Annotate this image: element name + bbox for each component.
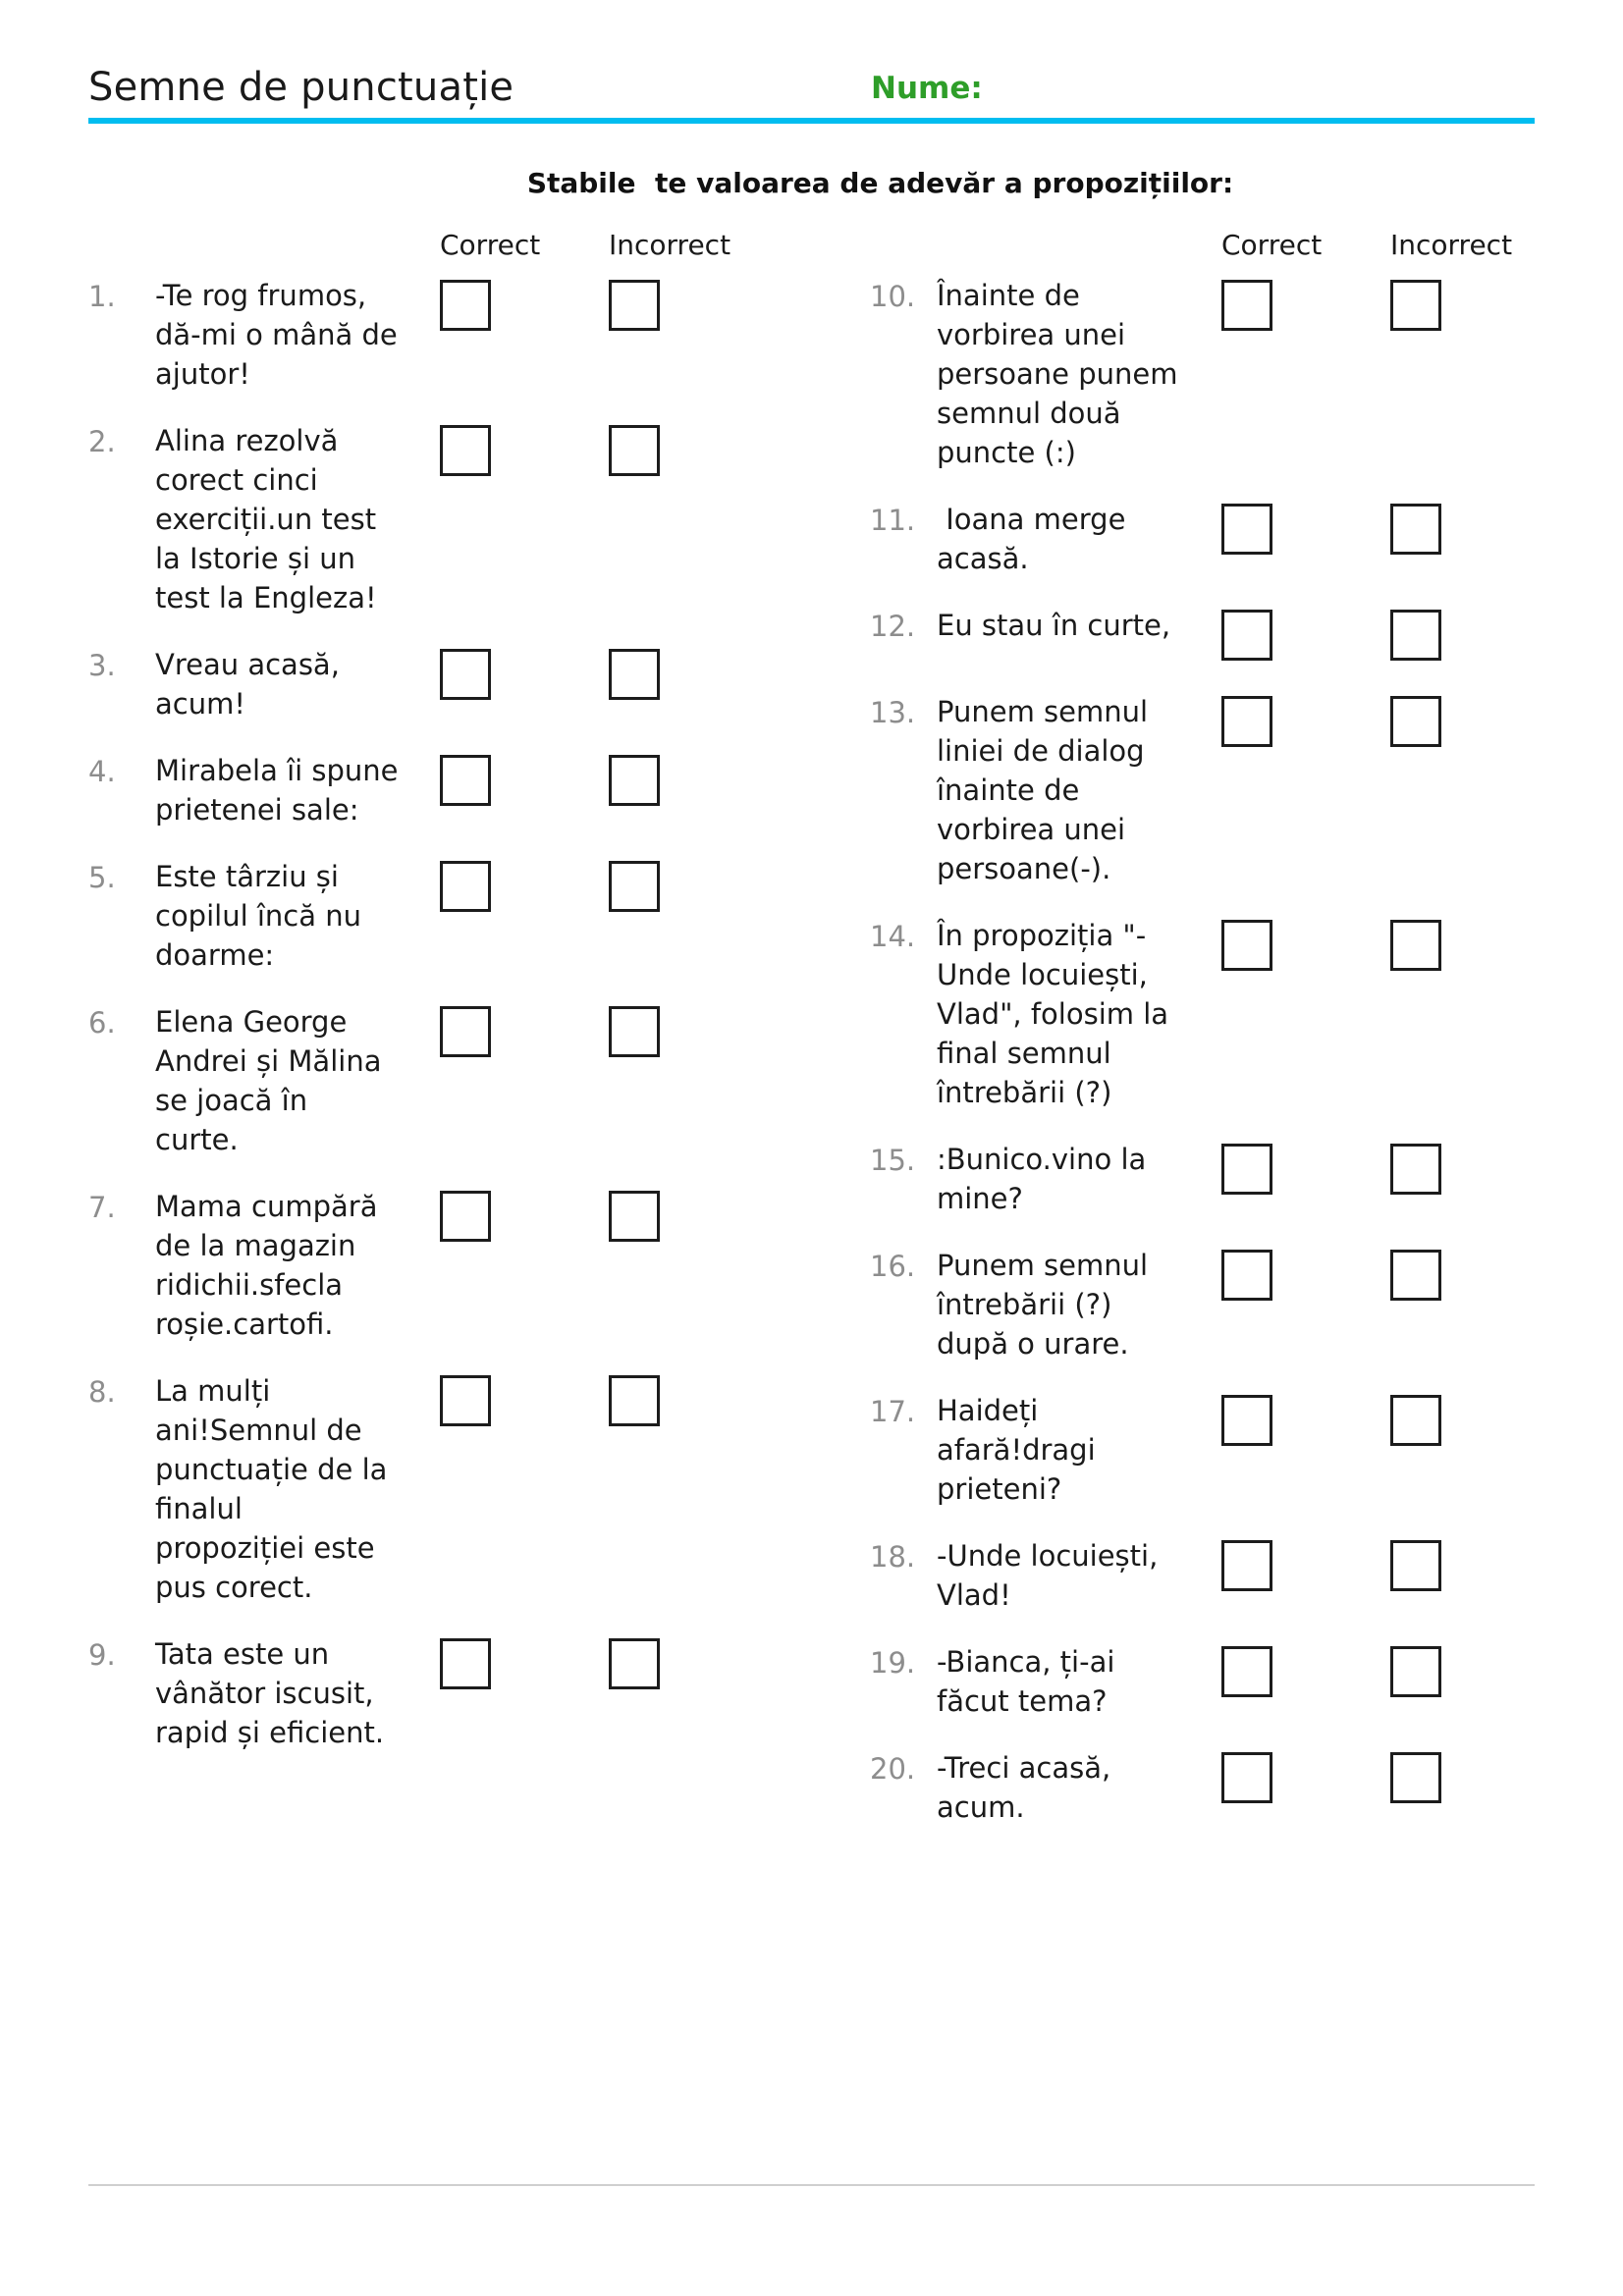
incorrect-column-header: Incorrect [609, 229, 731, 261]
answer-boxes [1221, 1144, 1477, 1199]
worksheet-header [88, 0, 1535, 116]
left-column-headers [88, 229, 811, 274]
instructions-text: Stabile te valoarea de adevăr a propozițiilor: [526, 167, 1234, 199]
correct-column-header: Correct [1221, 229, 1323, 261]
student-name-label: Nume: [871, 71, 983, 106]
question-text: Punem semnul întrebării (?) după o urare. [937, 1249, 1158, 1361]
question-item [870, 1640, 1593, 1721]
question-number: 10. [870, 280, 916, 313]
question-item [88, 274, 811, 394]
answer-boxes [440, 649, 695, 704]
correct-checkbox[interactable] [440, 649, 491, 700]
question-number: 15. [870, 1144, 916, 1177]
question-text: Mirabela îi spune prietenei sale: [155, 754, 407, 827]
incorrect-checkbox[interactable] [1390, 504, 1441, 555]
question-item [88, 419, 811, 617]
question-item [88, 855, 811, 975]
question-item [870, 1534, 1593, 1615]
question-text: Mama cumpără de la magazin ridichii.sfecla roșie.cartofi. [155, 1190, 387, 1341]
incorrect-checkbox[interactable] [609, 1375, 660, 1426]
question-number: 16. [870, 1250, 916, 1283]
incorrect-checkbox[interactable] [609, 755, 660, 806]
correct-checkbox[interactable] [1221, 1395, 1272, 1446]
question-number: 9. [88, 1638, 116, 1672]
correct-checkbox[interactable] [440, 1638, 491, 1689]
question-item [870, 914, 1593, 1112]
incorrect-checkbox[interactable] [1390, 1752, 1441, 1803]
answer-boxes [440, 1191, 695, 1246]
question-text: -Treci acasă, acum. [937, 1751, 1120, 1824]
correct-checkbox[interactable] [440, 861, 491, 912]
question-text: Elena George Andrei și Mălina se joacă în curte. [155, 1005, 391, 1156]
correct-checkbox[interactable] [1221, 504, 1272, 555]
correct-checkbox[interactable] [1221, 1752, 1272, 1803]
incorrect-checkbox[interactable] [609, 1638, 660, 1689]
answer-boxes [1221, 610, 1477, 665]
incorrect-checkbox[interactable] [609, 649, 660, 700]
question-number: 7. [88, 1191, 116, 1224]
answer-boxes [440, 425, 695, 480]
question-text: -Bianca, ți-ai făcut tema? [937, 1645, 1124, 1718]
answer-boxes [1221, 280, 1477, 335]
incorrect-checkbox[interactable] [1390, 1395, 1441, 1446]
correct-checkbox[interactable] [440, 280, 491, 331]
right-column-headers [870, 229, 1593, 274]
question-item [88, 1369, 811, 1607]
answer-boxes [440, 1006, 695, 1061]
answer-boxes [440, 1375, 695, 1430]
question-number: 17. [870, 1395, 916, 1428]
incorrect-column-header: Incorrect [1390, 229, 1513, 261]
incorrect-checkbox[interactable] [1390, 610, 1441, 661]
question-number: 4. [88, 755, 116, 788]
correct-checkbox[interactable] [1221, 1144, 1272, 1195]
question-number: 6. [88, 1006, 116, 1040]
question-item [870, 604, 1593, 665]
question-text: Eu stau în curte, [937, 609, 1171, 642]
incorrect-checkbox[interactable] [1390, 1250, 1441, 1301]
incorrect-checkbox[interactable] [1390, 920, 1441, 971]
question-text: Vreau acasă, acum! [155, 648, 350, 721]
incorrect-checkbox[interactable] [1390, 1144, 1441, 1195]
question-text: Punem semnul liniei de dialog înainte de vorbirea unei persoane(-). [937, 695, 1158, 885]
correct-checkbox[interactable] [440, 755, 491, 806]
correct-checkbox[interactable] [1221, 1646, 1272, 1697]
answer-boxes [1221, 1646, 1477, 1701]
question-text: Ioana merge acasă. [937, 503, 1135, 575]
question-text: -Unde locuiești, Vlad! [937, 1539, 1167, 1612]
correct-checkbox[interactable] [440, 1375, 491, 1426]
left-question-column [88, 229, 811, 1778]
answer-boxes [440, 280, 695, 335]
correct-checkbox[interactable] [1221, 920, 1272, 971]
question-number: 8. [88, 1375, 116, 1409]
correct-checkbox[interactable] [1221, 1540, 1272, 1591]
correct-checkbox[interactable] [1221, 280, 1272, 331]
question-item [870, 1138, 1593, 1218]
answer-boxes [1221, 696, 1477, 751]
question-text: Este târziu și copilul încă nu doarme: [155, 860, 371, 972]
incorrect-checkbox[interactable] [609, 425, 660, 476]
question-text: Tata este un vânător iscusit, rapid și eficient. [155, 1637, 385, 1749]
correct-checkbox[interactable] [440, 425, 491, 476]
question-number: 19. [870, 1646, 916, 1680]
incorrect-checkbox[interactable] [609, 1006, 660, 1057]
incorrect-checkbox[interactable] [1390, 1540, 1441, 1591]
question-item [870, 690, 1593, 888]
question-item [870, 1746, 1593, 1827]
question-text: La mulți ani!Semnul de punctuație de la finalul propoziției este pus corect. [155, 1374, 397, 1604]
incorrect-checkbox[interactable] [1390, 1646, 1441, 1697]
answer-boxes [440, 755, 695, 810]
answer-boxes [1221, 1752, 1477, 1807]
correct-checkbox[interactable] [440, 1006, 491, 1057]
question-text: Înainte de vorbirea unei persoane punem semnul două puncte (:) [937, 279, 1187, 469]
incorrect-checkbox[interactable] [609, 861, 660, 912]
question-item [870, 498, 1593, 578]
incorrect-checkbox[interactable] [609, 1191, 660, 1242]
question-number: 1. [88, 280, 116, 313]
incorrect-checkbox[interactable] [609, 280, 660, 331]
question-text: :Bunico.vino la mine? [937, 1143, 1156, 1215]
header-divider [88, 118, 1535, 124]
page-title: Semne de punctuație [88, 65, 514, 110]
question-text: Haideți afară!dragi prieteni? [937, 1394, 1105, 1506]
incorrect-checkbox[interactable] [1390, 280, 1441, 331]
answer-boxes [1221, 1395, 1477, 1450]
questions-columns [88, 229, 1535, 1852]
question-number: 14. [870, 920, 916, 953]
question-text: În propoziția "-Unde locuiești, Vlad", folosim la final semnul întrebării (?) [937, 919, 1178, 1109]
answer-boxes [440, 1638, 695, 1693]
question-number: 3. [88, 649, 116, 682]
question-item [870, 274, 1593, 472]
correct-column-header: Correct [440, 229, 541, 261]
correct-checkbox[interactable] [1221, 696, 1272, 747]
question-item [88, 1185, 811, 1344]
answer-boxes [1221, 920, 1477, 975]
question-number: 18. [870, 1540, 916, 1574]
question-text: Alina rezolvă corect cinci exerciții.un test la Istorie și un test la Engleza! [155, 424, 386, 614]
answer-boxes [1221, 504, 1477, 559]
question-number: 20. [870, 1752, 916, 1786]
correct-checkbox[interactable] [1221, 1250, 1272, 1301]
question-item [88, 643, 811, 723]
question-number: 12. [870, 610, 916, 643]
answer-boxes [1221, 1540, 1477, 1595]
question-text: -Te rog frumos, dă-mi o mână de ajutor! [155, 279, 406, 391]
question-item [88, 1632, 811, 1752]
question-number: 13. [870, 696, 916, 729]
question-item [88, 1000, 811, 1159]
question-item [870, 1244, 1593, 1363]
question-number: 11. [870, 504, 916, 537]
answer-boxes [1221, 1250, 1477, 1305]
question-item [88, 749, 811, 829]
answer-boxes [440, 861, 695, 916]
right-question-column [870, 229, 1593, 1852]
incorrect-checkbox[interactable] [1390, 696, 1441, 747]
question-item [870, 1389, 1593, 1509]
footer-divider [88, 2184, 1535, 2186]
question-number: 5. [88, 861, 116, 894]
correct-checkbox[interactable] [1221, 610, 1272, 661]
correct-checkbox[interactable] [440, 1191, 491, 1242]
question-number: 2. [88, 425, 116, 458]
